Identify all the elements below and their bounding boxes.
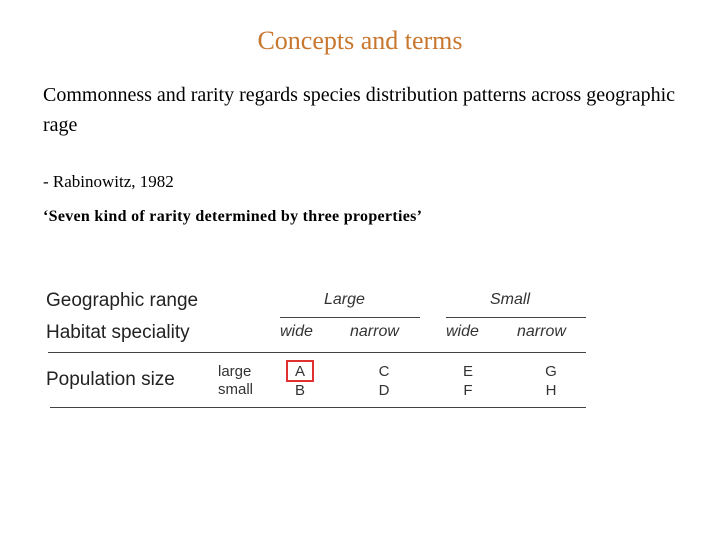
- cell-a: A: [294, 363, 305, 380]
- cell-b: B: [294, 382, 305, 399]
- rule-middle: [48, 352, 586, 353]
- habitat-label-wide-large: wide: [280, 323, 313, 340]
- body-text: Commonness and rarity regards species distribution patterns across geographic rage: [43, 84, 676, 136]
- rarity-table: [40, 280, 600, 420]
- row-label-population-size: Population size: [46, 369, 175, 390]
- habitat-label-narrow-small: narrow: [517, 323, 566, 340]
- cell-e: E: [462, 363, 473, 380]
- quote: ‘Seven kind of rarity determined by three properties’: [43, 208, 423, 225]
- habitat-label-narrow-large: narrow: [350, 323, 399, 340]
- habitat-label-wide-small: wide: [446, 323, 479, 340]
- rule-under-large: [280, 317, 420, 318]
- group-label-large: Large: [324, 291, 365, 308]
- row-label-geographic-range: Geographic range: [46, 290, 199, 311]
- rule-bottom: [50, 407, 586, 408]
- slide-title: Concepts and terms: [257, 26, 463, 55]
- cell-h: H: [545, 382, 557, 399]
- citation: - Rabinowitz, 1982: [43, 172, 174, 191]
- population-level-large: large: [218, 363, 252, 380]
- cell-d: D: [378, 382, 390, 399]
- population-level-small: small: [218, 381, 254, 398]
- group-label-small: Small: [490, 291, 531, 308]
- cell-f: F: [463, 382, 473, 399]
- cell-c: C: [378, 363, 390, 380]
- row-label-habitat-speciality: Habitat speciality: [46, 322, 190, 343]
- rule-under-small: [446, 317, 586, 318]
- cell-g: G: [545, 363, 557, 380]
